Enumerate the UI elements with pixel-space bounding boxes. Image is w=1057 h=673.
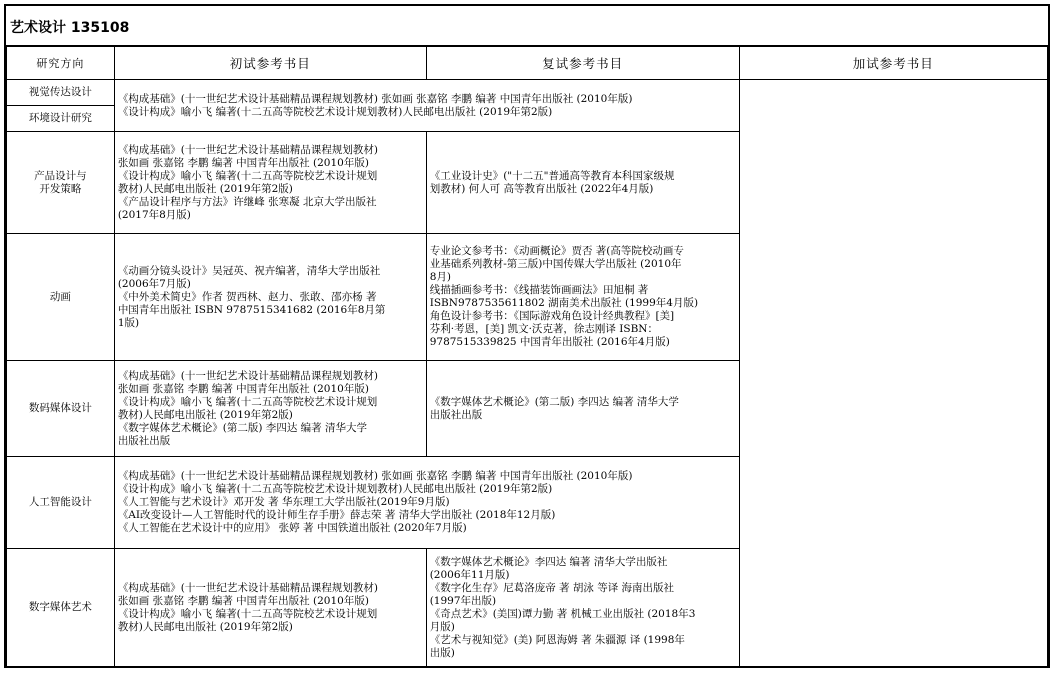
direction-digital-media-design: 数码媒体设计 — [7, 361, 115, 457]
book-entry: 《艺术与视知觉》(美) 阿恩海姆 著 朱疆源 译 (1998年 出版) — [429, 633, 685, 659]
book-entry: 《设计构成》喻小飞 编著(十二五高等院校艺术设计规划 教材)人民邮电出版社 (2019年第2版) — [117, 169, 378, 195]
book-entry: 《设计构成》喻小飞 编著(十二五高等院校艺术设计规划教材)人民邮电出版社 (2019年第2版) — [117, 483, 553, 495]
initial-books-animation — [114, 234, 426, 361]
book-entry: 角色设计参考书：《国际游戏角色设计经典教程》[美] 芬利·考恩，[美] 凯文·沃克著，徐志刚译 ISBN： 9787515339825 中国青年出版社 (2016年4月版) — [429, 310, 675, 348]
initial-books-visual — [114, 80, 739, 132]
book-entry: 《设计构成》喻小飞 编著(十二五高等院校艺术设计规划 教材)人民邮电出版社 (2019年第2版) — [117, 395, 378, 421]
initial-books-ai — [114, 457, 739, 549]
initial-books-digital — [114, 361, 426, 457]
book-entry: 《构成基础》(十一世纪艺术设计基础精品课程规划教材) 张如画 张嘉铭 李鹏 编著 中国青年出版社 (2010年版) — [117, 581, 379, 607]
retest-books-digital — [426, 361, 739, 457]
title-bar — [6, 6, 1048, 46]
book-entry: 《中外美术简史》作者 贺西林、赵力、张敢、邵亦杨 著 中国青年出版社 ISBN 9787515341682 (2016年8月第 1版) — [117, 290, 386, 329]
book-entry: 《数字化生存》尼葛洛庞帝 著 胡泳 等译 海南出版社 (1997年出版) — [429, 581, 675, 607]
retest-books-product — [426, 132, 739, 234]
initial-books-media-art — [114, 549, 426, 667]
book-entry: 《数字媒体艺术概论》李四达 编著 清华大学出版社 (2006年11月版) — [429, 555, 668, 581]
book-entry: 《产品设计程序与方法》许继峰 张寒凝 北京大学出版社 (2017年8月版) — [117, 195, 377, 221]
book-entry: 《构成基础》(十一世纪艺术设计基础精品课程规划教材) 张如画 张嘉铭 李鹏 编著 中国青年出版社 (2010年版) — [117, 369, 379, 395]
book-entry: 线描插画参考书：《线描装饰画画法》田旭桐 著 ISBN9787535611802 湖南美术出版社 (1999年4月版) — [429, 284, 699, 309]
book-entry: 《动画分镜头设计》吴冠英、祝卉编著，清华大学出版社 (2006年7月版) — [117, 264, 381, 290]
extra-books-cell — [739, 80, 1047, 667]
direction-digital-media-art: 数字媒体艺术 — [7, 549, 115, 667]
table-row — [7, 80, 1048, 106]
direction-product-design: 产品设计与 开发策略 — [7, 132, 115, 234]
book-entry: 《构成基础》(十一世纪艺术设计基础精品课程规划教材) 张如画 张嘉铭 李鹏 编著 中国青年出版社 (2010年版) — [117, 143, 379, 169]
header-row — [7, 47, 1048, 80]
header-retest-books: 复试参考书目 — [426, 47, 739, 80]
direction-environment-design: 环境设计研究 — [7, 106, 115, 132]
header-extra-books: 加试参考书目 — [739, 47, 1047, 80]
retest-books-animation — [426, 234, 739, 361]
direction-visual-communication: 视觉传达设计 — [7, 80, 115, 106]
book-entry: 《设计构成》喻小飞 编著(十二五高等院校艺术设计规划教材)人民邮电出版社 (2019年第2版) — [117, 105, 553, 118]
retest-books-media-art — [426, 549, 739, 667]
direction-animation: 动画 — [7, 234, 115, 361]
header-direction: 研究方向 — [7, 47, 115, 80]
header-initial-books: 初试参考书目 — [114, 47, 426, 80]
page-title: 艺术设计 135108 — [10, 20, 130, 36]
reference-books-table — [6, 46, 1048, 667]
book-entry: 专业论文参考书：《动画概论》贾否 著(高等院校动画专 业基础系列教材-第三版)中国传媒大学出版社 (2010年 8月) — [429, 245, 684, 283]
document-frame — [4, 4, 1050, 668]
book-entry: 《构成基础》(十一世纪艺术设计基础精品课程规划教材) 张如画 张嘉铭 李鹏 编著 中国青年出版社 (2010年版) — [117, 470, 633, 482]
direction-ai-design: 人工智能设计 — [7, 457, 115, 549]
book-entry: 《数字媒体艺术概论》(第二版) 李四达 编著 清华大学 出版社出版 — [117, 421, 368, 447]
book-entry: 《设计构成》喻小飞 编著(十二五高等院校艺术设计规划 教材)人民邮电出版社 (2019年第2版) — [117, 607, 378, 633]
book-entry: 《构成基础》(十一世纪艺术设计基础精品课程规划教材) 张如画 张嘉铭 李鹏 编著 中国青年出版社 (2010年版) — [117, 92, 633, 105]
book-entry: 《奇点艺术》(美国)谭力勤 著 机械工业出版社 (2018年3 月版) — [429, 607, 696, 633]
initial-books-product — [114, 132, 426, 234]
book-entry: 《人工智能在艺术设计中的应用》 张婷 著 中国铁道出版社 (2020年7月版) — [117, 522, 467, 534]
book-entry: 《数字媒体艺术概论》(第二版) 李四达 编著 清华大学 出版社出版 — [429, 395, 679, 421]
book-entry: 《工业设计史》("十二五"普通高等教育本科国家级规 划教材) 何人可 高等教育出版社 (2022年4月版) — [429, 169, 675, 195]
book-entry: 《人工智能与艺术设计》邓开发 著 华东理工大学出版社(2019年9月版) — [117, 496, 450, 508]
book-entry: 《AI改变设计—人工智能时代的设计师生存手册》薛志荣 著 清华大学出版社 (2018年12月版) — [117, 509, 556, 521]
